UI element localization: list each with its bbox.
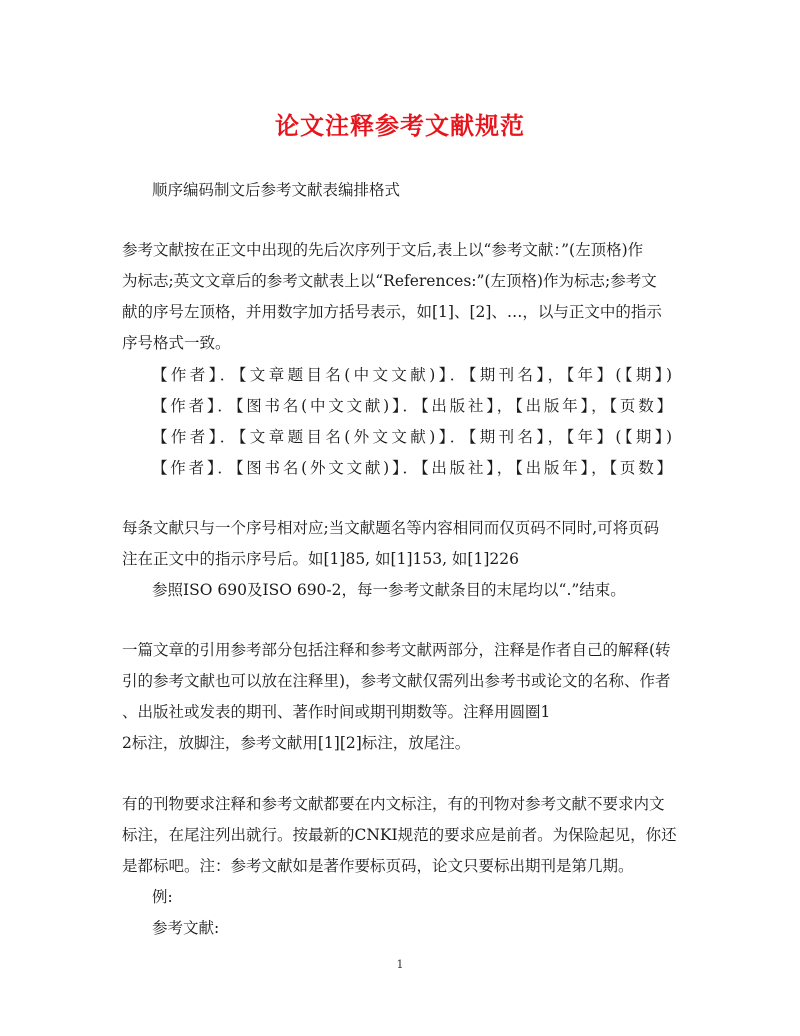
paragraph-line: 标注，在尾注列出就行。按最新的CNKI规范的要求应是前者。为保险起见，你还 — [122, 826, 677, 844]
document-title: 论文注释参考文献规范 — [275, 111, 525, 140]
paragraph-line: 、出版社或发表的期刊、著作时间或期刊期数等。注释用圆圈1 — [122, 703, 551, 721]
section-subtitle: 顺序编码制文后参考文献表编排格式 — [152, 181, 401, 199]
paragraph-line: 参照ISO 690及ISO 690-2，每一参考文献条目的末尾均以“.”结束。 — [152, 581, 626, 599]
paragraph-line: 每条文献只与一个序号相对应;当文献题名等内容相同而仅页码不同时,可将页码 — [122, 519, 660, 537]
paragraph-line: 为标志;英文文章后的参考文献表上以“References:”(左顶格)作为标志;参考文 — [122, 272, 657, 290]
reference-format-line: 【作者】．【图书名(中文文献)】．【出版社】，【出版年】，【页数】 — [152, 397, 672, 415]
paragraph-line: 引的参考文献也可以放在注释里)，参考文献仅需列出参考书或论文的名称、作者 — [122, 672, 671, 690]
references-label: 参考文献: — [152, 919, 220, 937]
page-number: 1 — [396, 958, 404, 971]
paragraph-line: 2标注，放脚注，参考文献用[1][2]标注，放尾注。 — [122, 734, 471, 752]
paragraph-line: 注在正文中的指示序号后。如[1]85, 如[1]153, 如[1]226 — [122, 550, 519, 568]
paragraph-line: 一篇文章的引用参考部分包括注释和参考文献两部分，注释是作者自己的解释(转 — [122, 641, 671, 659]
paragraph-line: 序号格式一致。 — [122, 334, 231, 352]
paragraph-line: 是都标吧。注：参考文献如是著作要标页码，论文只要标出期刊是第几期。 — [122, 857, 634, 875]
paragraph-line: 献的序号左顶格，并用数字加方括号表示，如[1]、[2]、…，以与正文中的指示 — [122, 303, 662, 321]
reference-format-line: 【作者】．【图书名(外文文献)】．【出版社】，【出版年】，【页数】 — [152, 459, 672, 477]
reference-format-line: 【作者】．【文章题目名(中文文献)】．【期刊名】，【年】(【期】) — [152, 366, 672, 384]
paragraph-line: 参考文献按在正文中出现的先后次序列于文后,表上以“参考文献：”(左顶格)作 — [122, 241, 644, 259]
paragraph-line: 有的刊物要求注释和参考文献都要在内文标注，有的刊物对参考文献不要求内文 — [122, 795, 665, 813]
reference-format-line: 【作者】．【文章题目名(外文文献)】．【期刊名】，【年】(【期】) — [152, 428, 672, 446]
example-label: 例: — [152, 888, 173, 906]
